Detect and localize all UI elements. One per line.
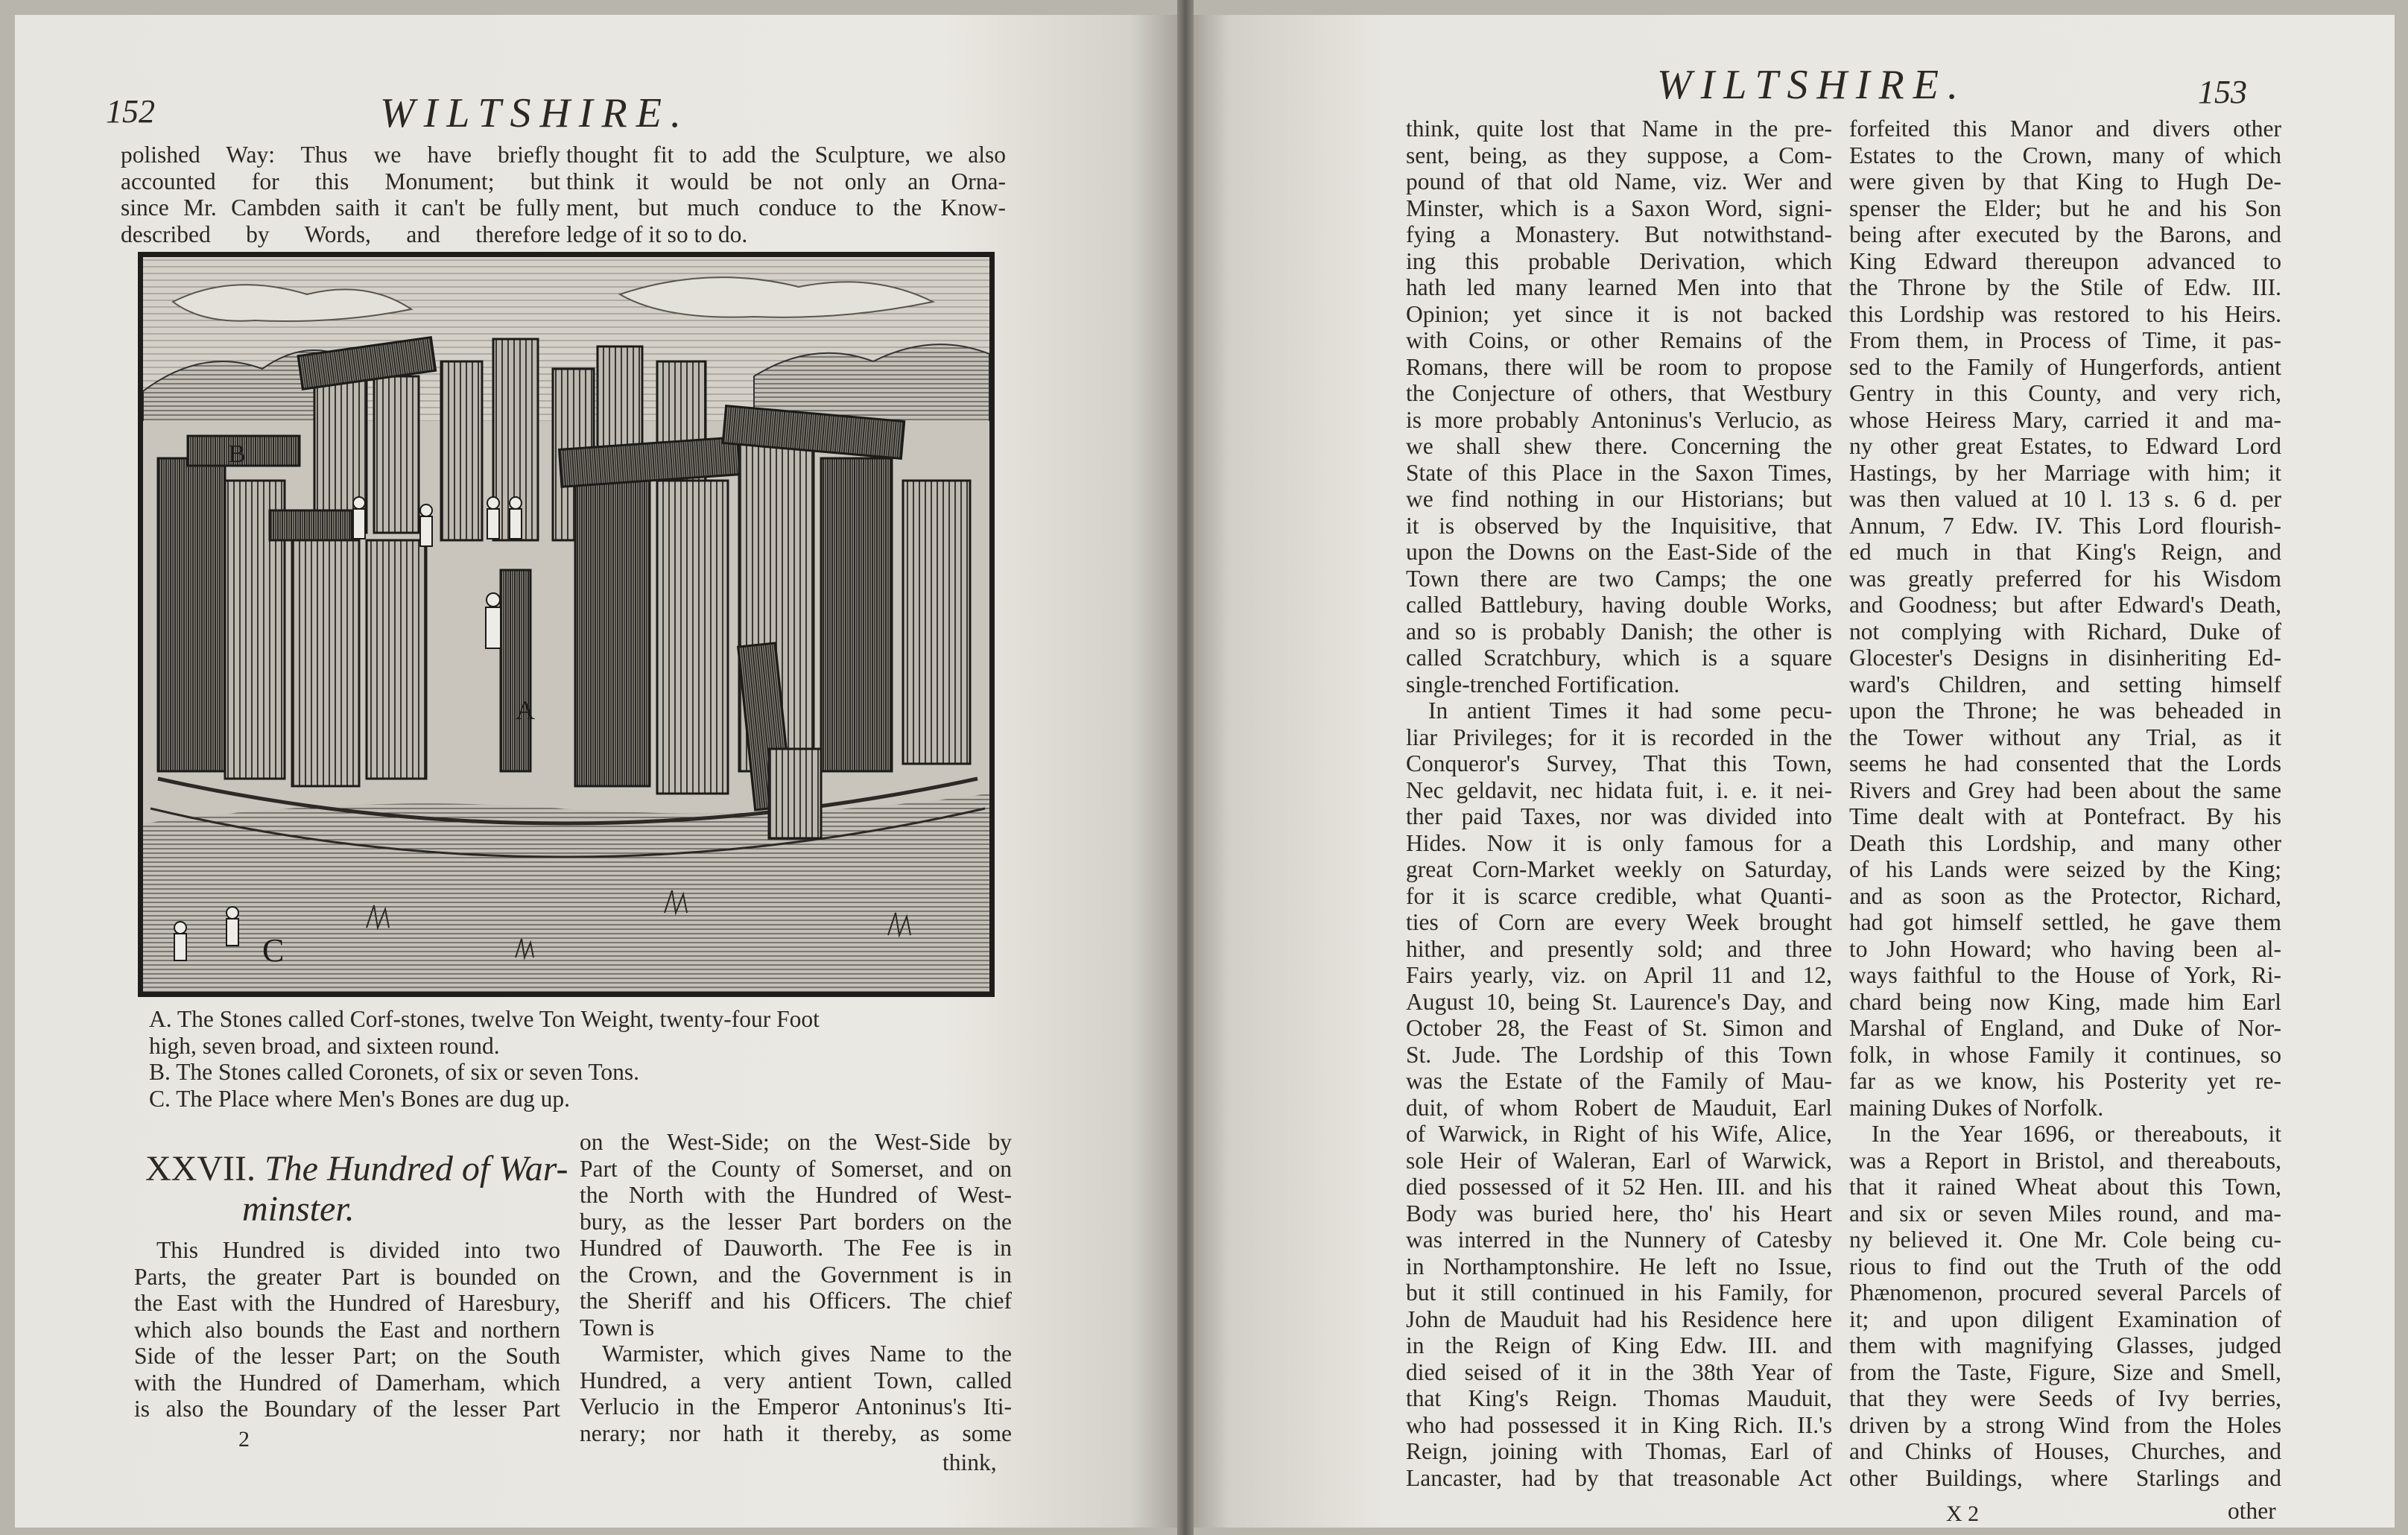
text-line: driven by a strong Wind from the Holes: [1849, 1411, 2281, 1438]
text-line: ways faithful to the House of York, Ri-: [1849, 962, 2281, 988]
text-line: spenser the Elder; but he and his Son: [1849, 194, 2281, 221]
caption-b: B. The Stones called Coronets, of six or seven Tons.: [149, 1059, 640, 1085]
text-line: nerary; nor hath it thereby, as some: [580, 1420, 1012, 1446]
text-line: upon the Downs on the East-Side of the: [1406, 539, 1832, 565]
text-line: Body was buried here, tho' his Heart: [1406, 1200, 1832, 1227]
text-line: Glocester's Designs in disinheriting Ed-: [1849, 645, 2281, 671]
text-line: and six or seven Miles round, and ma-: [1849, 1200, 2281, 1227]
right-running-head: WILTSHIRE.: [1657, 62, 1967, 108]
text-line: ing this probable Derivation, which: [1406, 247, 1832, 274]
text-line: Death this Lordship, and many other: [1849, 829, 2281, 856]
woodcut-illustration: [143, 257, 989, 992]
text-line: Conqueror's Survey, That this Town,: [1406, 750, 1832, 776]
text-line: it; and upon diligent Examination of: [1849, 1305, 2281, 1332]
text-line: was a Report in Bristol, and thereabouts,: [1849, 1147, 2281, 1174]
text-line: ther paid Taxes, nor was divided into: [1406, 803, 1832, 829]
text-line: sole Heir of Waleran, Earl of Warwick,: [1406, 1147, 1832, 1174]
woodcut-label-c: C: [262, 932, 285, 969]
text-line: died seised of it in the 38th Year of: [1406, 1358, 1832, 1385]
text-line: King Edward thereupon advanced to: [1849, 247, 2281, 274]
woodcut-captions: [149, 1006, 1006, 1112]
text-line: other Buildings, where Starlings and: [1849, 1464, 2281, 1491]
section-title-cont: minster.: [242, 1189, 355, 1229]
text-line: were given by that King to Hugh De-: [1849, 168, 2281, 194]
text-line: thought fit to add the Sculpture, we also: [566, 142, 1006, 168]
text-line: far as we know, his Posterity yet re-: [1849, 1068, 2281, 1094]
text-line: and Goodness; but after Edward's Death,: [1849, 592, 2281, 618]
text-line: think, quite lost that Name in the pre-: [1406, 115, 1832, 142]
left-signature-mark: 2: [238, 1427, 250, 1452]
text-line: hath led many learned Men into that: [1406, 274, 1832, 300]
text-line: Warmister, which gives Name to the: [602, 1341, 1012, 1367]
text-line: and as soon as the Protector, Richard,: [1849, 882, 2281, 909]
text-line: in the Reign of King Edw. III. and: [1406, 1332, 1832, 1358]
text-line: and so is probably Danish; the other is: [1406, 618, 1832, 645]
text-line: chard being now King, made him Earl: [1849, 988, 2281, 1015]
text-line: sed to the Family of Hungerfords, antient: [1849, 353, 2281, 380]
text-line: the Throne by the Stile of Edw. III.: [1849, 274, 2281, 300]
text-line: In the Year 1696, or thereabouts, it: [1872, 1121, 2281, 1147]
text-line: in Northamptonshire. He left no Issue,: [1406, 1253, 1832, 1279]
text-line: to John Howard; who having been al-: [1849, 935, 2281, 962]
text-line: not complying with Richard, Duke of: [1849, 618, 2281, 645]
left-catchword: think,: [942, 1449, 997, 1475]
text-line: duit, of whom Robert de Mauduit, Earl: [1406, 1094, 1832, 1121]
text-line: forfeited this Manor and divers other: [1849, 115, 2281, 142]
text-line: ledge of it so to do.: [566, 221, 748, 247]
text-line: Phænomenon, procured several Parcels of: [1849, 1279, 2281, 1305]
right-signature-mark: X 2: [1946, 1501, 1980, 1526]
text-line: Gentry in this County, and very rich,: [1849, 380, 2281, 406]
text-line: Reign, joining with Thomas, Earl of: [1406, 1438, 1832, 1464]
text-line: them with magnifying Glasses, judged: [1849, 1332, 2281, 1358]
left-running-head: WILTSHIRE.: [380, 90, 690, 136]
text-line: Marshal of England, and Duke of Nor-: [1849, 1015, 2281, 1041]
text-line: State of this Place in the Saxon Times,: [1406, 459, 1832, 486]
text-line: that King's Reign. Thomas Mauduit,: [1406, 1385, 1832, 1411]
left-page: [15, 15, 1177, 1528]
text-line: John de Mauduit had his Residence here: [1406, 1305, 1832, 1332]
text-line: had got himself settled, he gave them: [1849, 909, 2281, 935]
text-line: August 10, being St. Laurence's Day, and: [1406, 988, 1832, 1015]
text-line: described by Words, and therefore: [121, 221, 560, 247]
caption-a: A. The Stones called Corf-stones, twelve Ton Weight, twenty-four Foot: [149, 1006, 820, 1032]
text-line: ward's Children, and setting himself: [1849, 671, 2281, 697]
text-line: from the Taste, Figure, Size and Smell,: [1849, 1358, 2281, 1385]
text-line: the North with the Hundred of West-: [580, 1182, 1012, 1208]
text-line: Town there are two Camps; the one: [1406, 565, 1832, 592]
text-line: ment, but much conduce to the Know-: [566, 194, 1006, 221]
left-body-col-2: [580, 1129, 1012, 1446]
text-line: is also the Boundary of the lesser Part: [134, 1396, 560, 1422]
text-line: Parts, the greater Part is bounded on: [134, 1263, 560, 1290]
text-line: From them, in Process of Time, it pas-: [1849, 327, 2281, 353]
right-body-col-1: [1406, 115, 1832, 1491]
text-line: polished Way: Thus we have briefly: [121, 142, 560, 168]
text-line: ny believed it. One Mr. Cole being cu-: [1849, 1227, 2281, 1253]
text-line: think it would be not only an Orna-: [566, 168, 1006, 194]
stonehenge-woodcut: [138, 252, 995, 997]
text-line: Verlucio in the Emperor Antoninus's Iti-: [580, 1393, 1012, 1420]
text-line: was greatly preferred for his Wisdom: [1849, 565, 2281, 592]
text-line: ny other great Estates, to Edward Lord: [1849, 433, 2281, 459]
text-line: it is observed by the Inquisitive, that: [1406, 512, 1832, 539]
text-line: since Mr. Cambden saith it can't be fully: [121, 194, 560, 221]
text-line: Minster, which is a Saxon Word, signi-: [1406, 194, 1832, 221]
text-line: ties of Corn are every Week brought: [1406, 909, 1832, 935]
text-line: bury, as the lesser Part borders on the: [580, 1208, 1012, 1235]
section-heading: [145, 1149, 577, 1229]
left-folio: 152: [106, 93, 155, 130]
text-line: seems he had consented that the Lords: [1849, 750, 2281, 776]
text-line: of his Lands were seized by the King;: [1849, 856, 2281, 882]
text-line: accounted for this Monument; but: [121, 168, 560, 194]
text-line: was the Estate of the Family of Mau-: [1406, 1068, 1832, 1094]
caption-c: C. The Place where Men's Bones are dug up.: [149, 1085, 570, 1112]
text-line: In antient Times it had some pecu-: [1428, 697, 1832, 724]
text-line: the Conjecture of others, that Westbury: [1406, 380, 1832, 406]
text-line: single-trenched Fortification.: [1406, 671, 1680, 697]
text-line: Time dealt with at Pontefract. By his: [1849, 803, 2281, 829]
fallen-stone: [769, 749, 821, 838]
text-line: but it still continued in his Family, for: [1406, 1279, 1832, 1305]
text-line: we shall shew there. Concerning the: [1406, 433, 1832, 459]
text-line: Hastings, by her Marriage with him; it: [1849, 459, 2281, 486]
text-line: with Coins, or other Remains of the: [1406, 327, 1832, 353]
text-line: with the Hundred of Damerham, which: [134, 1369, 560, 1396]
text-line: that they were Seeds of Ivy berries,: [1849, 1385, 2281, 1411]
text-line: the Sheriff and his Officers. The chief: [580, 1288, 1012, 1314]
text-line: on the West-Side; on the West-Side by: [580, 1129, 1012, 1155]
right-catchword: other: [2228, 1498, 2276, 1524]
text-line: great Corn-Market weekly on Saturday,: [1406, 856, 1832, 882]
text-line: Lancaster, had by that treasonable Act: [1406, 1464, 1832, 1491]
section-number: XXVII.: [145, 1149, 256, 1189]
text-line: which also bounds the East and northern: [134, 1316, 560, 1343]
text-line: and Chinks of Houses, Churches, and: [1849, 1438, 2281, 1464]
text-line: Opinion; yet since it is not backed: [1406, 300, 1832, 327]
text-line: St. Jude. The Lordship of this Town: [1406, 1041, 1832, 1068]
text-line: Hundred of Dauworth. The Fee is in: [580, 1235, 1012, 1261]
text-line: that it rained Wheat about this Town,: [1849, 1174, 2281, 1200]
text-line: for it is scarce credible, what Quanti-: [1406, 882, 1832, 909]
text-line: Rivers and Grey had been about the same: [1849, 776, 2281, 803]
text-line: the Crown, and the Government is in: [580, 1261, 1012, 1288]
caption-a-cont: high, seven broad, and sixteen round.: [149, 1032, 500, 1059]
text-line: died possessed of it 52 Hen. III. and his: [1406, 1174, 1832, 1200]
text-line: liar Privileges; for it is recorded in the: [1406, 724, 1832, 750]
text-line: hither, and presently sold; and three: [1406, 935, 1832, 962]
text-line: This Hundred is divided into two: [156, 1237, 560, 1263]
text-line: who had possessed it in King Rich. II.'s: [1406, 1411, 1832, 1438]
text-line: fying a Monastery. But notwithstand-: [1406, 221, 1832, 247]
text-line: being after executed by the Barons, and: [1849, 221, 2281, 247]
woodcut-label-b: B: [229, 440, 246, 468]
text-line: rious to find out the Truth of the odd: [1849, 1253, 2281, 1279]
text-line: called Battlebury, having double Works,: [1406, 592, 1832, 618]
text-line: Fairs yearly, viz. on April 11 and 12,: [1406, 962, 1832, 988]
text-line: Nec geldavit, nec hidata fuit, i. e. it nei-: [1406, 776, 1832, 803]
text-line: upon the Throne; he was beheaded in: [1849, 697, 2281, 724]
text-line: called Scratchbury, which is a square: [1406, 645, 1832, 671]
right-page: [1194, 15, 2395, 1528]
text-line: Side of the lesser Part; on the South: [134, 1343, 560, 1369]
text-line: of Warwick, in Right of his Wife, Alice,: [1406, 1121, 1832, 1147]
book-gutter: [1177, 0, 1194, 1535]
text-line: Part of the County of Somerset, and on: [580, 1155, 1012, 1182]
text-line: was interred in the Nunnery of Catesby: [1406, 1227, 1832, 1253]
text-line: whose Heiress Mary, carried it and ma-: [1849, 406, 2281, 433]
text-line: we find nothing in our Historians; but: [1406, 486, 1832, 512]
text-line: October 28, the Feast of St. Simon and: [1406, 1015, 1832, 1041]
left-intro-col-1: [121, 142, 560, 247]
text-line: was then valued at 10 l. 13 s. 6 d. per: [1849, 486, 2281, 512]
text-line: ed much in that King's Reign, and: [1849, 539, 2281, 565]
text-line: Romans, there will be room to propose: [1406, 353, 1832, 380]
text-line: folk, in whose Family it continues, so: [1849, 1041, 2281, 1068]
text-line: maining Dukes of Norfolk.: [1849, 1094, 2104, 1121]
text-line: sent, being, as they suppose, a Com-: [1406, 142, 1832, 168]
left-body-col-1: [134, 1237, 560, 1422]
left-intro-col-2: [566, 142, 1006, 247]
text-line: is more probably Antoninus's Verlucio, as: [1406, 406, 1832, 433]
right-folio: 153: [2198, 74, 2247, 110]
text-line: the East with the Hundred of Haresbury,: [134, 1290, 560, 1316]
text-line: pound of that old Name, viz. Wer and: [1406, 168, 1832, 194]
text-line: the Tower without any Trial, as it: [1849, 724, 2281, 750]
woodcut-label-a: A: [516, 695, 535, 725]
text-line: Annum, 7 Edw. IV. This Lord flourish-: [1849, 512, 2281, 539]
text-line: Hundred, a very antient Town, called: [580, 1367, 1012, 1393]
right-body-col-2: [1849, 115, 2281, 1491]
text-line: Town is: [580, 1314, 655, 1341]
text-line: Hides. Now it is only famous for a: [1406, 829, 1832, 856]
section-title: The Hundred of War-: [264, 1149, 568, 1189]
text-line: Estates to the Crown, many of which: [1849, 142, 2281, 168]
text-line: this Lordship was restored to his Heirs.: [1849, 300, 2281, 327]
